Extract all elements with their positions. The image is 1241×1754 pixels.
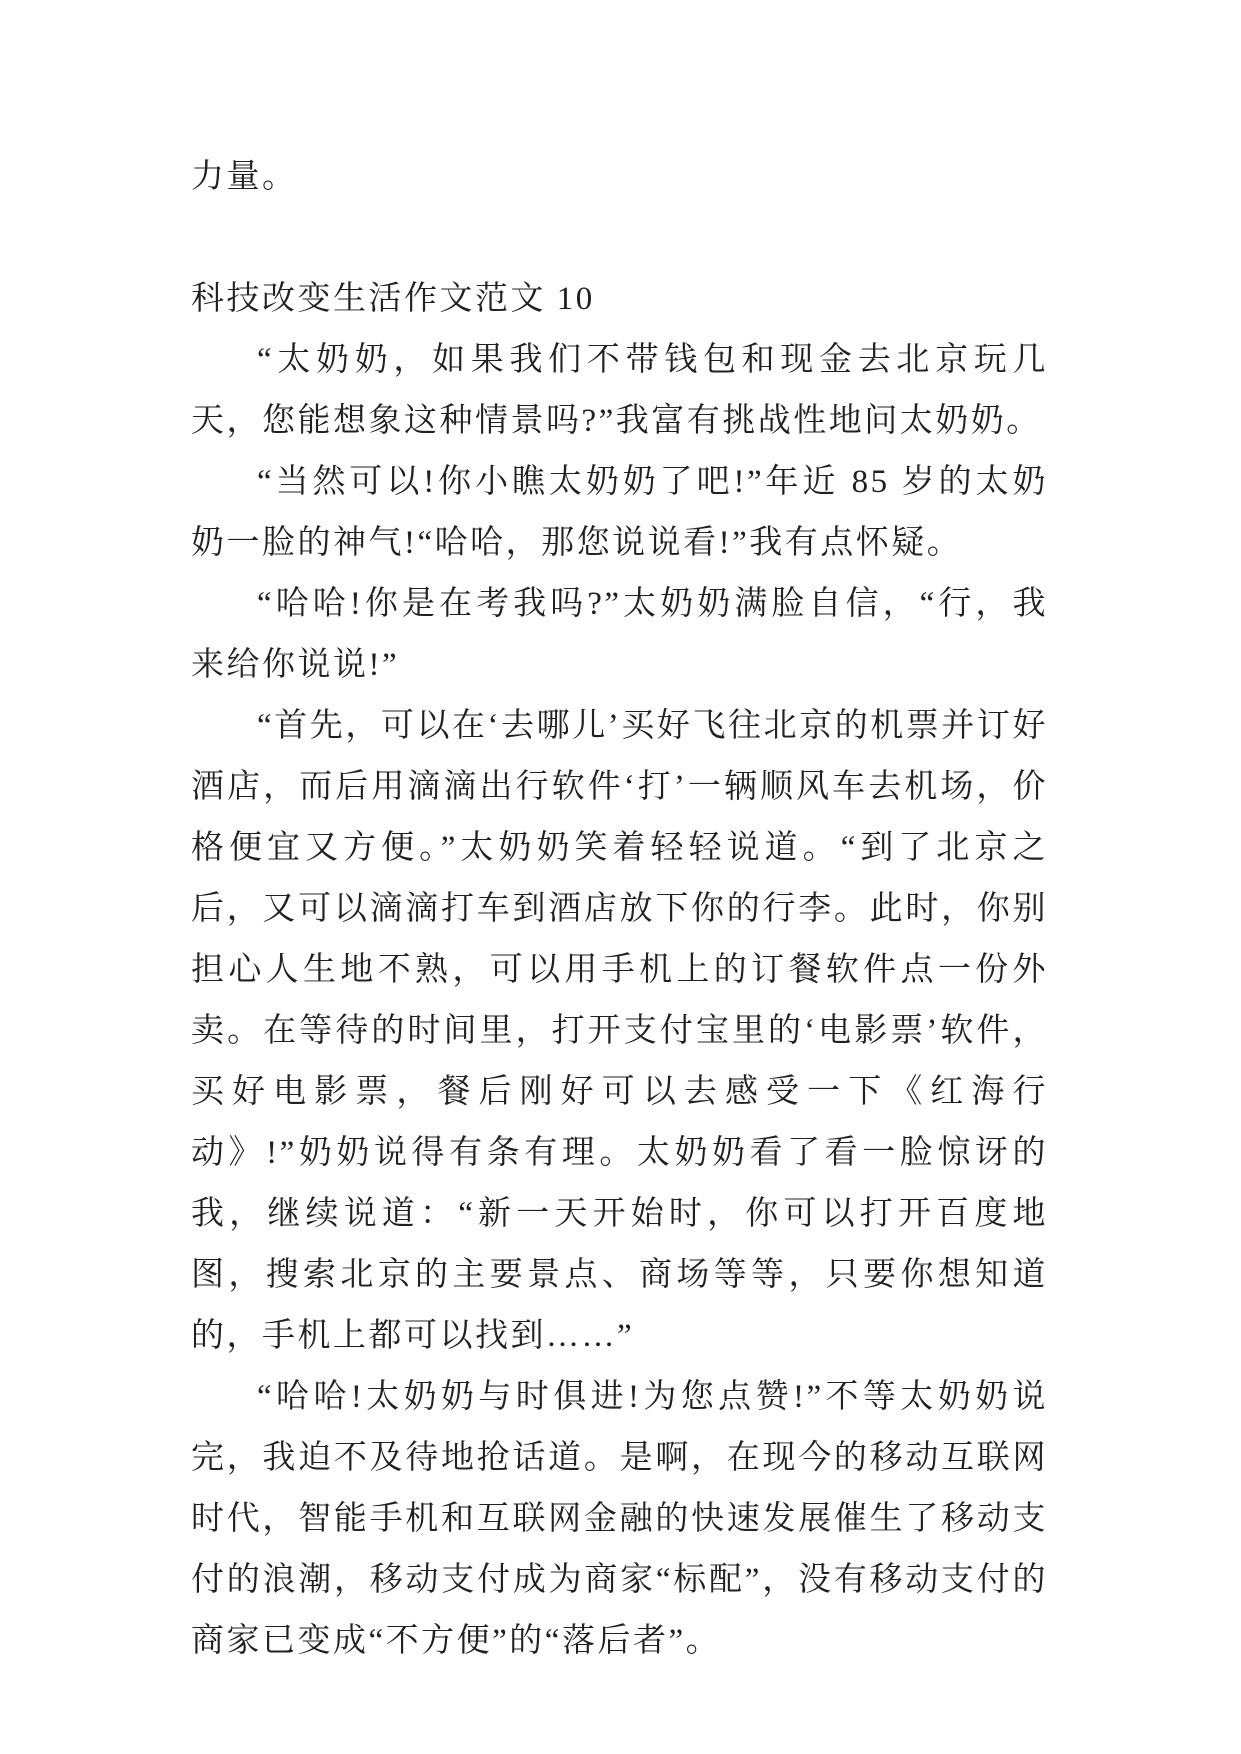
essay-paragraph-2: “当然可以!你小瞧太奶奶了吧!”年近 85 岁的太奶奶一脸的神气!“哈哈，那您说说看!”我有点怀疑。 [191,464,1048,561]
carryover-line: 力量。 [191,159,298,195]
essay-paragraph-4: “首先，可以在‘去哪儿’买好飞往北京的机票并订好酒店，而后用滴滴出行软件‘打’一辆顺风车去机场，价格便宜又方便。”太奶奶笑着轻轻说道。“到了北京之后，又可以滴滴打车到酒店放下你的行李。此时，你别担心人生地不熟，可以用手机上的订餐软件点一份外卖。在等待的时间里，打开支付宝里的‘电影票’软件，买好电影票，餐后刚好可以去感受一下《红海行动》!”奶奶说得有条有理。太奶奶看了看一脸惊讶的我，继续说道：“新一天开始时，你可以打开百度地图，搜索北京的主要景点、商场等等，只要你想知道的，手机上都可以找到……” [191,708,1048,1354]
essay-paragraph-3: “哈哈!你是在考我吗?”太奶奶满脸自信，“行，我来给你说说!” [191,586,1048,683]
essay-body [191,147,1048,1672]
essay-section-title: 科技改变生活作文范文 10 [191,281,595,317]
essay-paragraph-1: “太奶奶，如果我们不带钱包和现金去北京玩几天，您能想象这种情景吗?”我富有挑战性地问太奶奶。 [191,342,1048,439]
essay-paragraph-5: “哈哈!太奶奶与时俱进!为您点赞!”不等太奶奶说完，我迫不及待地抢话道。是啊，在现今的移动互联网时代，智能手机和互联网金融的快速发展催生了移动支付的浪潮，移动支付成为商家“标配”，没有移动支付的商家已变成“不方便”的“落后者”。 [191,1379,1048,1659]
